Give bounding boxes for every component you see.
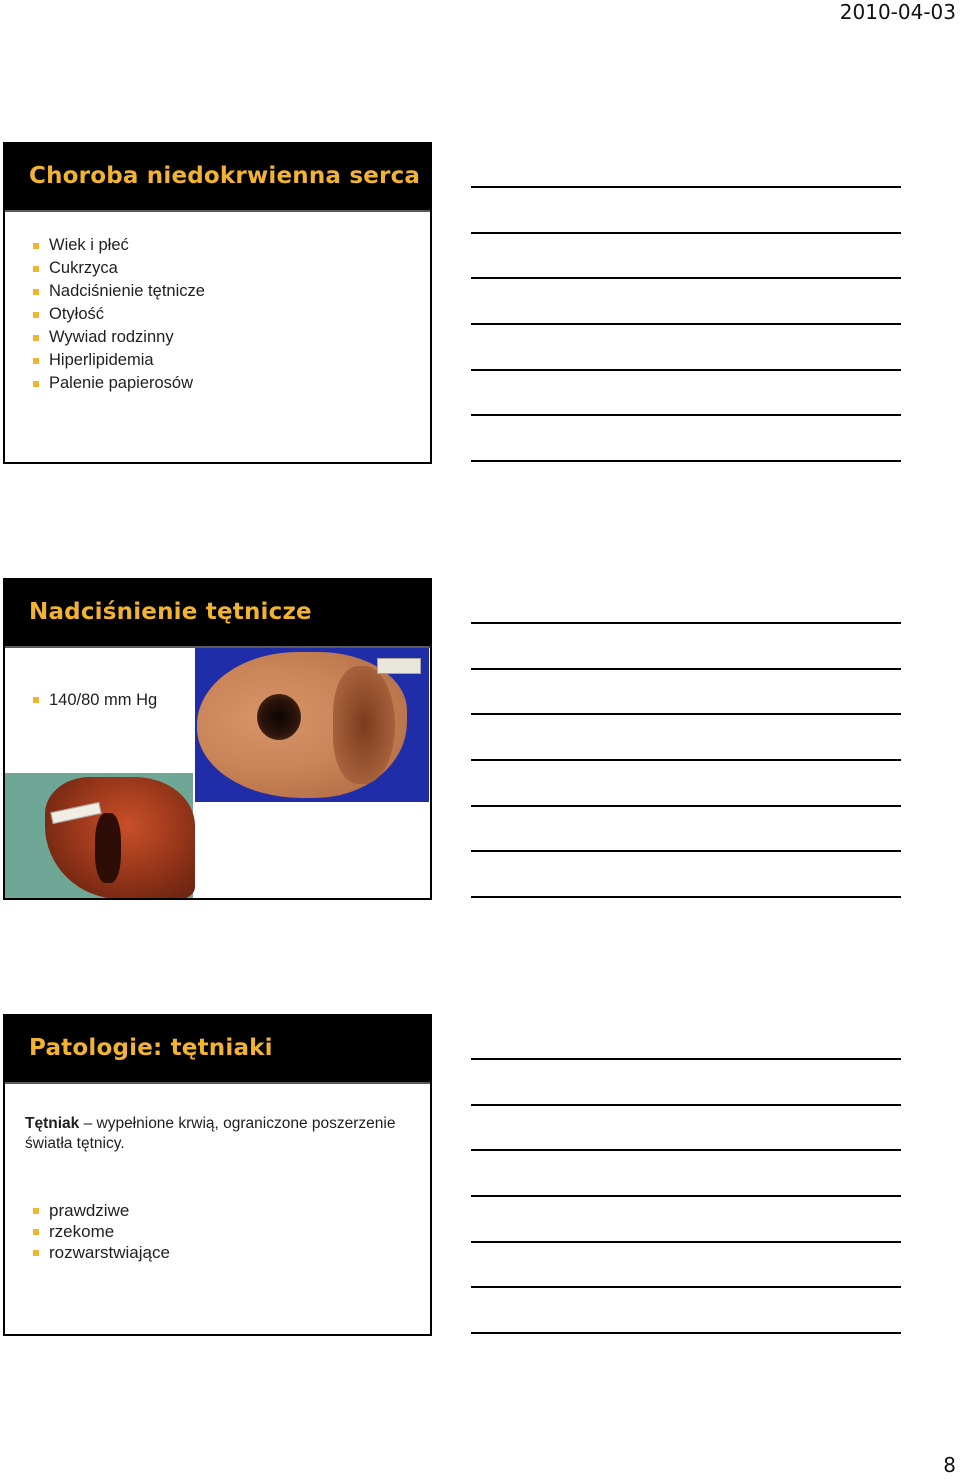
square-bullet-icon	[33, 1250, 39, 1256]
bullet-list	[33, 234, 205, 395]
note-line	[471, 850, 901, 852]
bullet-list	[33, 1200, 170, 1263]
list-item	[33, 372, 205, 395]
list-item-text: 140/80 mm Hg	[49, 691, 158, 709]
list-item-text: Cukrzyca	[49, 259, 118, 277]
ruler-icon	[377, 658, 421, 674]
heart-chamber-shape	[95, 813, 121, 883]
square-bullet-icon	[33, 335, 39, 341]
notes-lines-3	[471, 1014, 901, 1336]
heart-ventricle-shape	[333, 666, 395, 784]
square-bullet-icon	[33, 381, 39, 387]
square-bullet-icon	[33, 312, 39, 318]
note-line	[471, 460, 901, 462]
list-item-text: prawdziwe	[49, 1201, 130, 1220]
list-item-text: Wiek i płeć	[49, 236, 129, 254]
square-bullet-icon	[33, 289, 39, 295]
note-line	[471, 622, 901, 624]
list-item	[33, 349, 205, 372]
definition-term: Tętniak	[25, 1115, 80, 1132]
notes-lines-1	[471, 142, 901, 464]
definition-text: – wypełnione krwią, ograniczone poszerzenie światła tętnicy.	[25, 1115, 396, 1152]
list-item	[33, 1221, 170, 1242]
square-bullet-icon	[33, 1229, 39, 1235]
note-line	[471, 1241, 901, 1243]
slide-header	[5, 1016, 430, 1084]
note-line	[471, 713, 901, 715]
note-line	[471, 1149, 901, 1151]
heart-cavity-shape	[257, 694, 301, 740]
list-item-text: Wywiad rodzinny	[49, 328, 174, 346]
note-line	[471, 805, 901, 807]
definition-paragraph	[25, 1114, 415, 1154]
list-item-text: Nadciśnienie tętnicze	[49, 282, 205, 300]
note-line	[471, 186, 901, 188]
list-item-text: Hiperlipidemia	[49, 351, 154, 369]
heart-open-specimen-image	[5, 773, 193, 898]
note-line	[471, 1195, 901, 1197]
list-item	[33, 257, 205, 280]
slide-2	[3, 578, 432, 900]
slide-header	[5, 144, 430, 212]
note-line	[471, 323, 901, 325]
list-item	[33, 326, 205, 349]
page-date: 2010-04-03	[839, 0, 956, 24]
page-number: 8	[943, 1453, 956, 1477]
list-item	[33, 1200, 170, 1221]
notes-lines-2	[471, 578, 901, 900]
list-item	[33, 234, 205, 257]
list-item	[33, 1242, 170, 1263]
list-item	[33, 280, 205, 303]
slide-header	[5, 580, 430, 648]
bullet-list	[33, 689, 157, 711]
list-item-text: rozwarstwiające	[49, 1243, 170, 1262]
note-line	[471, 232, 901, 234]
heart-cross-section-image	[195, 648, 429, 802]
slide-3	[3, 1014, 432, 1336]
square-bullet-icon	[33, 697, 39, 703]
note-line	[471, 1104, 901, 1106]
square-bullet-icon	[33, 243, 39, 249]
list-item-text: rzekome	[49, 1222, 115, 1241]
note-line	[471, 759, 901, 761]
square-bullet-icon	[33, 266, 39, 272]
note-line	[471, 414, 901, 416]
slide-title: Patologie: tętniaki	[29, 1035, 273, 1061]
note-line	[471, 896, 901, 898]
slide-1	[3, 142, 432, 464]
square-bullet-icon	[33, 358, 39, 364]
note-line	[471, 1058, 901, 1060]
note-line	[471, 1286, 901, 1288]
list-item	[33, 303, 205, 326]
slide-title: Choroba niedokrwienna serca	[29, 163, 421, 189]
list-item	[33, 689, 157, 711]
note-line	[471, 369, 901, 371]
note-line	[471, 668, 901, 670]
slide-title: Nadciśnienie tętnicze	[29, 599, 312, 625]
note-line	[471, 1332, 901, 1334]
list-item-text: Otyłość	[49, 305, 105, 323]
square-bullet-icon	[33, 1208, 39, 1214]
note-line	[471, 277, 901, 279]
list-item-text: Palenie papierosów	[49, 374, 194, 392]
